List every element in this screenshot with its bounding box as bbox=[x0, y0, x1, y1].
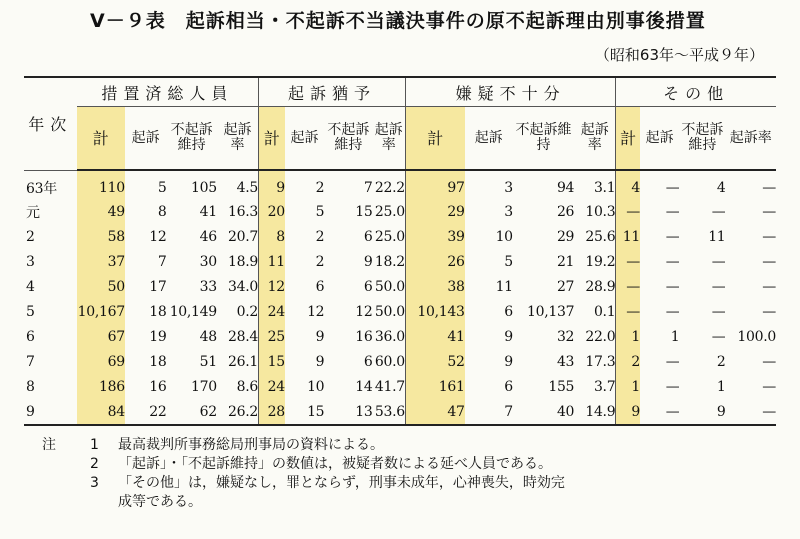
fukiso-cell: 7 bbox=[363, 180, 373, 196]
rate-cell: 20.7 bbox=[228, 228, 259, 245]
kiso-cell: 18 bbox=[149, 353, 167, 370]
table-body bbox=[24, 170, 776, 425]
total-cell: 9 bbox=[616, 399, 640, 425]
total-cell: 11 bbox=[259, 249, 285, 274]
rate-cell: 50.0 bbox=[374, 303, 405, 320]
total-cell: 10,143 bbox=[405, 299, 464, 324]
note-item bbox=[42, 455, 782, 474]
rate-cell: 16.3 bbox=[228, 203, 259, 220]
kiso-cell: — bbox=[665, 180, 680, 196]
sub-header-total: 計 bbox=[259, 107, 285, 171]
kiso-cell: 12 bbox=[307, 303, 325, 320]
note-item bbox=[42, 474, 782, 493]
note-number: 1 bbox=[90, 437, 99, 453]
fukiso-cell: 27 bbox=[556, 278, 575, 295]
rate-cell: 50.0 bbox=[374, 278, 405, 295]
fukiso-cell: 40 bbox=[513, 399, 574, 425]
total-cell: 84 bbox=[77, 399, 125, 425]
sub-header-rate: 起訴率 bbox=[574, 107, 616, 171]
fukiso-cell: 51 bbox=[199, 353, 217, 370]
fukiso-cell: 32 bbox=[556, 328, 575, 345]
sub-header-total: 計 bbox=[405, 107, 464, 171]
kiso-cell: 9 bbox=[504, 353, 513, 370]
total-cell: 29 bbox=[405, 199, 464, 224]
fukiso-cell: 105 bbox=[191, 180, 217, 196]
group-header-other: その他 bbox=[616, 77, 776, 107]
kiso-cell: 7 bbox=[157, 253, 167, 270]
total-cell: 25 bbox=[259, 324, 285, 349]
kiso-cell: 19 bbox=[149, 328, 167, 345]
fukiso-cell: 9 bbox=[679, 399, 725, 425]
rate-cell: 25.0 bbox=[374, 228, 405, 245]
rate-cell: 22.2 bbox=[374, 180, 405, 196]
total-cell: 97 bbox=[405, 170, 464, 199]
rate-cell: 3.1 bbox=[593, 180, 616, 196]
note-text: 「その他」は，嫌疑なし，罪とならず，刑事未成年，心神喪失，時効完 bbox=[118, 475, 565, 491]
rate-cell: 18.2 bbox=[374, 253, 405, 270]
note-label: 注 bbox=[42, 437, 56, 453]
note-text: 最高裁判所事務総局刑事局の資料による。 bbox=[118, 437, 384, 453]
fukiso-cell: 43 bbox=[556, 353, 575, 370]
note-text: 「起訴」・「不起訴維持」の数値は，被疑者数による延べ人員である。 bbox=[118, 456, 552, 472]
rate-cell: — bbox=[762, 228, 776, 245]
sub-header-row bbox=[24, 107, 776, 171]
kiso-cell: — bbox=[665, 278, 680, 295]
fukiso-cell: 94 bbox=[556, 180, 575, 196]
rate-cell: 41.7 bbox=[374, 378, 405, 395]
kiso-cell: — bbox=[665, 228, 680, 245]
kiso-cell: 6 bbox=[504, 378, 513, 395]
fukiso-cell: — bbox=[711, 303, 726, 320]
total-cell: 24 bbox=[259, 374, 285, 399]
rate-cell: 26.1 bbox=[228, 353, 259, 370]
rate-cell: — bbox=[762, 353, 776, 370]
total-cell: 39 bbox=[405, 224, 464, 249]
note-number: 3 bbox=[90, 475, 99, 491]
year-cell: 6 bbox=[26, 328, 35, 345]
sub-header-fukiso: 不起訴維持 bbox=[324, 107, 372, 171]
year-cell: 4 bbox=[26, 278, 35, 295]
kiso-cell: 11 bbox=[495, 278, 513, 295]
fukiso-cell: 4 bbox=[716, 180, 726, 196]
fukiso-cell: 33 bbox=[199, 278, 217, 295]
kiso-cell: 16 bbox=[149, 378, 167, 395]
rate-cell: 0.1 bbox=[593, 303, 616, 320]
kiso-cell: 22 bbox=[125, 399, 167, 425]
kiso-cell: 1 bbox=[670, 328, 680, 345]
sub-header-rate: 起訴率 bbox=[373, 107, 406, 171]
year-header: 年次 bbox=[24, 77, 77, 170]
note-continuation: 成等である。 bbox=[118, 494, 202, 510]
rate-cell: 18.9 bbox=[228, 253, 259, 270]
kiso-cell: 5 bbox=[157, 180, 167, 196]
rate-cell: 25.6 bbox=[585, 228, 616, 245]
table-subtitle: （昭和63年～平成９年） bbox=[594, 46, 764, 64]
fukiso-cell: — bbox=[711, 278, 726, 295]
disposition-table bbox=[24, 76, 776, 426]
total-cell: 9 bbox=[259, 170, 285, 199]
kiso-cell: 2 bbox=[315, 228, 325, 245]
total-cell: 11 bbox=[616, 224, 640, 249]
fukiso-cell: 13 bbox=[324, 399, 372, 425]
table-title: Ⅴ－９表 起訴相当・不起訴不当議決事件の原不起訴理由別事後措置 bbox=[90, 10, 706, 32]
sub-header-kiso: 起訴 bbox=[285, 107, 324, 171]
rate-cell: 34.0 bbox=[228, 278, 259, 295]
rate-cell: 8.6 bbox=[236, 378, 259, 395]
total-cell: 47 bbox=[405, 399, 464, 425]
rate-cell: 60.0 bbox=[374, 353, 405, 370]
total-cell: — bbox=[616, 299, 640, 324]
year-cell: 9 bbox=[24, 399, 77, 425]
group-header-row bbox=[24, 77, 776, 107]
group-header-total: 措置済総人員 bbox=[77, 77, 259, 107]
kiso-cell: 9 bbox=[315, 328, 325, 345]
rate-cell: 22.0 bbox=[585, 328, 616, 345]
sub-header-total: 計 bbox=[616, 107, 640, 171]
fukiso-cell: 1 bbox=[716, 378, 726, 395]
rate-cell: 10.3 bbox=[585, 203, 616, 220]
total-cell: — bbox=[616, 249, 640, 274]
fukiso-cell: 12 bbox=[355, 303, 373, 320]
rate-cell: 28.4 bbox=[228, 328, 259, 345]
total-cell: — bbox=[616, 199, 640, 224]
rate-cell: 19.2 bbox=[585, 253, 616, 270]
fukiso-cell: 155 bbox=[548, 378, 575, 395]
year-cell: 7 bbox=[26, 353, 35, 370]
rate-cell: — bbox=[762, 203, 776, 220]
kiso-cell: 6 bbox=[504, 303, 513, 320]
fukiso-cell: 11 bbox=[708, 228, 726, 245]
total-cell: 186 bbox=[77, 374, 125, 399]
table-row bbox=[24, 374, 776, 399]
fukiso-cell: 29 bbox=[556, 228, 575, 245]
fukiso-cell: 10,149 bbox=[169, 303, 217, 320]
sub-header-kiso: 起訴 bbox=[465, 107, 513, 171]
kiso-cell: 2 bbox=[315, 180, 325, 196]
fukiso-cell: 9 bbox=[363, 253, 373, 270]
total-cell: 4 bbox=[616, 170, 640, 199]
fukiso-cell: 14 bbox=[355, 378, 373, 395]
kiso-cell: 10 bbox=[307, 378, 325, 395]
kiso-cell: — bbox=[665, 253, 680, 270]
fukiso-cell: 6 bbox=[363, 353, 373, 370]
fukiso-cell: 46 bbox=[199, 228, 217, 245]
total-cell: 67 bbox=[77, 324, 125, 349]
total-cell: 1 bbox=[616, 324, 640, 349]
total-cell: 24 bbox=[259, 299, 285, 324]
fukiso-cell: — bbox=[711, 328, 726, 345]
kiso-cell: 9 bbox=[315, 353, 325, 370]
kiso-cell: 12 bbox=[149, 228, 167, 245]
sub-header-fukiso: 不起訴維持 bbox=[166, 107, 216, 171]
rate-cell: 17.3 bbox=[585, 353, 616, 370]
rate-cell: — bbox=[762, 278, 776, 295]
group-header-insufficient: 嫌疑不十分 bbox=[405, 77, 615, 107]
table-row bbox=[24, 249, 776, 274]
total-cell: 50 bbox=[77, 274, 125, 299]
table-row bbox=[24, 399, 776, 425]
fukiso-cell: 30 bbox=[199, 253, 217, 270]
total-cell: 28 bbox=[259, 399, 285, 425]
total-cell: 37 bbox=[77, 249, 125, 274]
year-cell: 2 bbox=[26, 228, 35, 245]
kiso-cell: — bbox=[640, 399, 679, 425]
year-cell: 8 bbox=[26, 378, 35, 395]
kiso-cell: 2 bbox=[315, 253, 325, 270]
kiso-cell: — bbox=[665, 353, 680, 370]
year-cell: 63年 bbox=[26, 180, 57, 197]
rate-cell: 4.5 bbox=[236, 180, 259, 196]
year-cell: 元 bbox=[26, 204, 40, 221]
sub-header-kiso: 起訴 bbox=[125, 107, 167, 171]
sub-header-total: 計 bbox=[77, 107, 125, 171]
table-row bbox=[24, 349, 776, 374]
sub-header-rate: 起訴率 bbox=[725, 107, 776, 171]
kiso-cell: 5 bbox=[504, 253, 513, 270]
total-cell: 161 bbox=[405, 374, 464, 399]
kiso-cell: 3 bbox=[504, 180, 513, 196]
sub-header-kiso: 起訴 bbox=[640, 107, 679, 171]
kiso-cell: 3 bbox=[504, 203, 513, 220]
table-row bbox=[24, 224, 776, 249]
total-cell: 1 bbox=[616, 374, 640, 399]
fukiso-cell: — bbox=[711, 253, 726, 270]
group-header-suspension: 起訴猶予 bbox=[259, 77, 406, 107]
note-item bbox=[42, 436, 782, 455]
fukiso-cell: 41 bbox=[199, 203, 217, 220]
rate-cell: — bbox=[762, 253, 776, 270]
total-cell: 49 bbox=[77, 199, 125, 224]
notes bbox=[42, 436, 782, 512]
total-cell: 10,167 bbox=[77, 299, 125, 324]
rate-cell: 100.0 bbox=[737, 328, 776, 345]
note-number: 2 bbox=[90, 456, 99, 472]
rate-cell: 26.2 bbox=[217, 399, 259, 425]
kiso-cell: 18 bbox=[149, 303, 167, 320]
total-cell: 110 bbox=[77, 170, 125, 199]
kiso-cell: 6 bbox=[315, 278, 325, 295]
table-row bbox=[24, 274, 776, 299]
rate-cell: — bbox=[762, 303, 776, 320]
fukiso-cell: 2 bbox=[716, 353, 726, 370]
total-cell: — bbox=[616, 274, 640, 299]
total-cell: 2 bbox=[616, 349, 640, 374]
fukiso-cell: 6 bbox=[363, 278, 373, 295]
rate-cell: 0.2 bbox=[236, 303, 259, 320]
fukiso-cell: 10,137 bbox=[526, 303, 575, 320]
sub-header-fukiso: 不起訴維持 bbox=[679, 107, 725, 171]
rate-cell: 25.0 bbox=[374, 203, 405, 220]
sub-header-fukiso: 不起訴維持 bbox=[513, 107, 574, 171]
kiso-cell: 8 bbox=[157, 203, 167, 220]
kiso-cell: — bbox=[665, 203, 680, 220]
kiso-cell: 5 bbox=[315, 203, 325, 220]
rate-cell: 3.7 bbox=[593, 378, 616, 395]
total-cell: 38 bbox=[405, 274, 464, 299]
kiso-cell: 10 bbox=[495, 228, 513, 245]
fukiso-cell: 26 bbox=[556, 203, 575, 220]
rate-cell: — bbox=[762, 180, 776, 196]
fukiso-cell: 16 bbox=[355, 328, 373, 345]
fukiso-cell: 48 bbox=[199, 328, 217, 345]
kiso-cell: — bbox=[665, 303, 680, 320]
fukiso-cell: 21 bbox=[556, 253, 575, 270]
total-cell: 26 bbox=[405, 249, 464, 274]
year-cell: 5 bbox=[26, 303, 35, 320]
kiso-cell: 7 bbox=[465, 399, 513, 425]
fukiso-cell: 15 bbox=[355, 203, 373, 220]
fukiso-cell: — bbox=[711, 203, 726, 220]
total-cell: 15 bbox=[259, 349, 285, 374]
rate-cell: — bbox=[725, 399, 776, 425]
rate-cell: — bbox=[762, 378, 776, 395]
rate-cell: 36.0 bbox=[374, 328, 405, 345]
total-cell: 12 bbox=[259, 274, 285, 299]
table-row bbox=[24, 324, 776, 349]
kiso-cell: 17 bbox=[149, 278, 167, 295]
rate-cell: 28.9 bbox=[585, 278, 616, 295]
fukiso-cell: 6 bbox=[363, 228, 373, 245]
table-row bbox=[24, 170, 776, 199]
total-cell: 52 bbox=[405, 349, 464, 374]
sub-header-rate: 起訴率 bbox=[217, 107, 259, 171]
year-cell: 3 bbox=[26, 253, 35, 270]
total-cell: 69 bbox=[77, 349, 125, 374]
total-cell: 41 bbox=[405, 324, 464, 349]
rate-cell: 53.6 bbox=[373, 399, 406, 425]
table-row bbox=[24, 299, 776, 324]
kiso-cell: 15 bbox=[285, 399, 324, 425]
table-row bbox=[24, 199, 776, 224]
fukiso-cell: 170 bbox=[191, 378, 217, 395]
kiso-cell: 9 bbox=[504, 328, 513, 345]
rate-cell: 14.9 bbox=[574, 399, 616, 425]
total-cell: 58 bbox=[77, 224, 125, 249]
kiso-cell: — bbox=[665, 378, 680, 395]
fukiso-cell: 62 bbox=[166, 399, 216, 425]
total-cell: 20 bbox=[259, 199, 285, 224]
total-cell: 8 bbox=[259, 224, 285, 249]
